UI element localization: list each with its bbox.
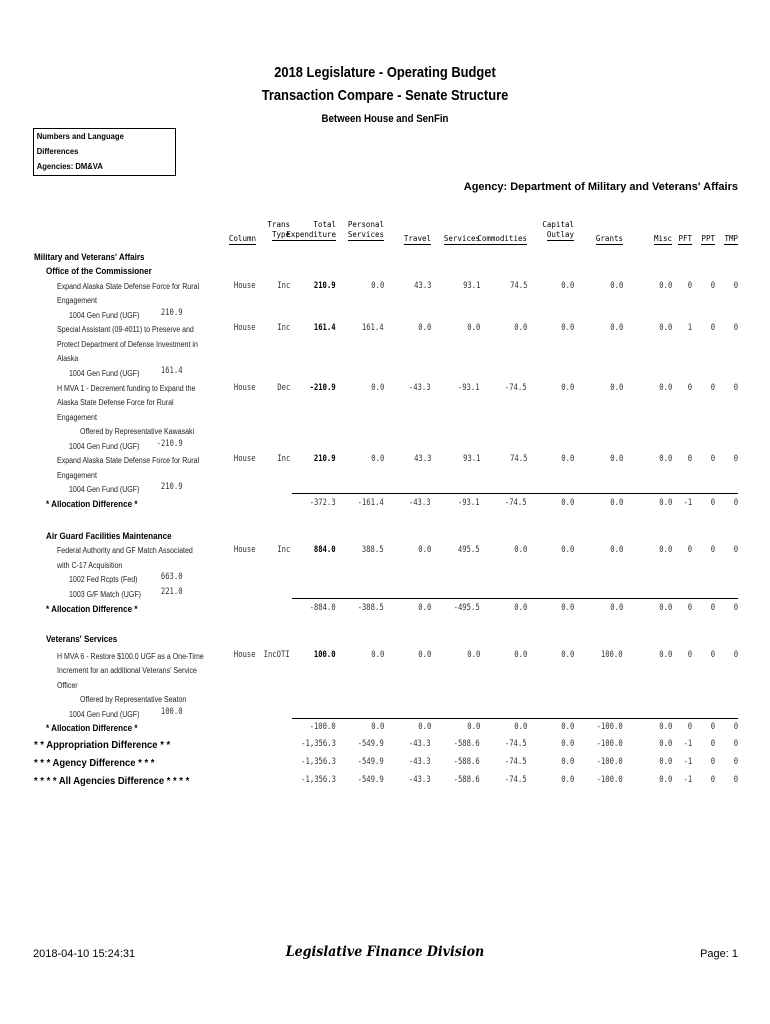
cell-tmp: 0 <box>733 757 738 767</box>
cell-commodities: -74.5 <box>505 775 527 785</box>
cell-misc: 0.0 <box>658 383 672 393</box>
transaction-desc: Expand Alaska State Defense Force for Rural <box>57 456 200 465</box>
cell-capital-outlay: 0.0 <box>560 454 574 464</box>
cell-grants: 0.0 <box>609 281 623 291</box>
cell-ppt: 0 <box>710 650 715 660</box>
cell-travel: 0.0 <box>417 603 431 613</box>
cell-commodities: 0.0 <box>513 603 527 613</box>
cell-misc: 0.0 <box>658 498 672 508</box>
cell-ppt: 0 <box>710 454 715 464</box>
cell-total-expenditure: 100.0 <box>314 650 336 660</box>
cell-commodities: -74.5 <box>505 498 527 508</box>
subtotal-rule <box>292 718 738 719</box>
trans-type-value: Dec <box>276 383 290 393</box>
cell-personal-services: 0.0 <box>370 722 384 732</box>
cell-services: -93.1 <box>458 498 480 508</box>
cell-tmp: 0 <box>733 650 738 660</box>
cell-commodities: -74.5 <box>505 757 527 767</box>
cell-total-expenditure: 210.9 <box>314 281 336 291</box>
cell-personal-services: 0.0 <box>370 383 384 393</box>
cell-commodities: -74.5 <box>505 739 527 749</box>
allocation-difference-label: * Allocation Difference * <box>46 604 138 614</box>
cell-travel: 0.0 <box>417 722 431 732</box>
cell-total-expenditure: -1,356.3 <box>301 775 336 785</box>
column-value: House <box>234 281 256 291</box>
cell-misc: 0.0 <box>658 545 672 555</box>
fund-source: 1002 Fed Rcpts (Fed) <box>69 575 138 584</box>
cell-pft: 0 <box>687 281 692 291</box>
fund-amount: 663.0 <box>161 572 183 582</box>
cell-services: -588.6 <box>453 757 480 767</box>
cell-tmp: 0 <box>733 545 738 555</box>
cell-capital-outlay: 0.0 <box>560 281 574 291</box>
cell-ppt: 0 <box>710 545 715 555</box>
cell-pft: -1 <box>683 498 692 508</box>
parameters-box <box>33 128 176 176</box>
cell-total-expenditure: -1,356.3 <box>301 757 336 767</box>
offered-by: Offered by Representative Kawasaki <box>80 427 195 436</box>
column-value: House <box>234 383 256 393</box>
cell-pft: 0 <box>687 603 692 613</box>
col-header-personal-services: Personal Services <box>347 220 384 239</box>
cell-grants: -100.0 <box>596 775 623 785</box>
cell-travel: 43.3 <box>413 454 431 464</box>
cell-travel: 43.3 <box>413 281 431 291</box>
cell-personal-services: -549.9 <box>357 739 384 749</box>
fund-amount: 210.9 <box>161 482 183 492</box>
box-line-2: Differences <box>36 146 79 156</box>
cell-services: 0.0 <box>466 323 480 333</box>
allocation-difference-label: * Allocation Difference * <box>46 499 138 509</box>
cell-personal-services: 161.4 <box>362 323 384 333</box>
cell-personal-services: 0.0 <box>370 454 384 464</box>
cell-ppt: 0 <box>710 498 715 508</box>
trans-type-value: Inc <box>276 454 290 464</box>
cell-total-expenditure: -884.0 <box>309 603 336 613</box>
division-signature: Legislative Finance Division <box>285 944 485 960</box>
fund-source: 1003 G/F Match (UGF) <box>69 590 141 599</box>
col-header-pft: PFT <box>678 234 692 243</box>
col-header-capital-outlay: Capital Outlay <box>542 220 574 239</box>
cell-ppt: 0 <box>710 603 715 613</box>
cell-travel: 0.0 <box>417 323 431 333</box>
cell-commodities: 0.0 <box>513 650 527 660</box>
report-title: 2018 Legislature - Operating Budget <box>274 64 496 81</box>
cell-tmp: 0 <box>733 281 738 291</box>
subtotal-rule <box>292 493 738 494</box>
cell-tmp: 0 <box>733 603 738 613</box>
column-value: House <box>234 323 256 333</box>
cell-services: 93.1 <box>462 281 480 291</box>
cell-services: -495.5 <box>453 603 480 613</box>
cell-commodities: 0.0 <box>513 722 527 732</box>
transaction-desc: Engagement <box>57 413 97 422</box>
cell-pft: 0 <box>687 454 692 464</box>
cell-grants: 0.0 <box>609 545 623 555</box>
cell-pft: -1 <box>683 757 692 767</box>
column-value: House <box>234 650 256 660</box>
col-header-column: Column <box>228 234 256 243</box>
fund-amount: 221.0 <box>161 587 183 597</box>
cell-tmp: 0 <box>733 323 738 333</box>
comparison-label: Between House and SenFin <box>321 113 449 125</box>
cell-services: 0.0 <box>466 722 480 732</box>
cell-capital-outlay: 0.0 <box>560 739 574 749</box>
cell-capital-outlay: 0.0 <box>560 603 574 613</box>
cell-misc: 0.0 <box>658 603 672 613</box>
cell-services: -93.1 <box>458 383 480 393</box>
cell-grants: 100.0 <box>601 650 623 660</box>
cell-tmp: 0 <box>733 498 738 508</box>
transaction-desc: Alaska State Defense Force for Rural <box>57 398 174 407</box>
cell-ppt: 0 <box>710 775 715 785</box>
cell-commodities: 74.5 <box>509 454 527 464</box>
offered-by: Offered by Representative Seaton <box>80 695 187 704</box>
cell-services: 0.0 <box>466 650 480 660</box>
cell-personal-services: 0.0 <box>370 281 384 291</box>
cell-misc: 0.0 <box>658 722 672 732</box>
cell-pft: 0 <box>687 722 692 732</box>
fund-amount: 100.0 <box>161 707 183 717</box>
transaction-desc: Engagement <box>57 471 97 480</box>
appropriation-difference-label: * * Appropriation Difference * * <box>34 739 171 751</box>
cell-grants: 0.0 <box>609 383 623 393</box>
transaction-desc: Protect Department of Defense Investment in <box>57 340 198 349</box>
box-line-3: Agencies: DM&VA <box>36 161 103 171</box>
report-subtitle: Transaction Compare - Senate Structure <box>261 87 509 104</box>
transaction-desc: Engagement <box>57 296 97 305</box>
cell-travel: -43.3 <box>409 739 431 749</box>
fund-amount: 210.9 <box>161 308 183 318</box>
fund-amount: -210.9 <box>156 439 183 449</box>
cell-misc: 0.0 <box>658 454 672 464</box>
cell-ppt: 0 <box>710 323 715 333</box>
cell-grants: 0.0 <box>609 323 623 333</box>
allocation-difference-label: * Allocation Difference * <box>46 723 138 733</box>
cell-commodities: -74.5 <box>505 383 527 393</box>
cell-grants: -100.0 <box>596 739 623 749</box>
transaction-desc: Special Assistant (09-#011) to Preserve and <box>57 325 194 334</box>
cell-commodities: 74.5 <box>509 281 527 291</box>
agency-name: Military and Veterans' Affairs <box>34 252 145 262</box>
cell-travel: -43.3 <box>409 757 431 767</box>
cell-personal-services: 0.0 <box>370 650 384 660</box>
agency-difference-label: * * * Agency Difference * * * <box>34 757 155 769</box>
col-header-misc: Misc <box>653 234 672 243</box>
page-number: Page: 1 <box>700 948 738 960</box>
cell-capital-outlay: 0.0 <box>560 323 574 333</box>
cell-total-expenditure: -372.3 <box>309 498 336 508</box>
cell-services: -588.6 <box>453 739 480 749</box>
cell-capital-outlay: 0.0 <box>560 545 574 555</box>
section-veterans: Veterans' Services <box>46 634 118 644</box>
cell-grants: -100.0 <box>596 722 623 732</box>
cell-misc: 0.0 <box>658 739 672 749</box>
section-commissioner: Office of the Commissioner <box>46 266 152 276</box>
cell-pft: -1 <box>683 739 692 749</box>
cell-grants: -100.0 <box>596 757 623 767</box>
transaction-desc: with C-17 Acquisition <box>57 561 123 570</box>
cell-travel: -43.3 <box>409 383 431 393</box>
cell-capital-outlay: 0.0 <box>560 383 574 393</box>
transaction-desc: Expand Alaska State Defense Force for Rural <box>57 282 200 291</box>
fund-source: 1004 Gen Fund (UGF) <box>69 485 140 494</box>
cell-capital-outlay: 0.0 <box>560 757 574 767</box>
cell-total-expenditure: 161.4 <box>314 323 336 333</box>
cell-travel: -43.3 <box>409 498 431 508</box>
col-header-tmp: TMP <box>724 234 738 243</box>
fund-source: 1004 Gen Fund (UGF) <box>69 311 140 320</box>
cell-capital-outlay: 0.0 <box>560 775 574 785</box>
cell-travel: -43.3 <box>409 775 431 785</box>
cell-grants: 0.0 <box>609 498 623 508</box>
all-agencies-difference-label: * * * * All Agencies Difference * * * * <box>34 775 190 787</box>
cell-pft: 0 <box>687 650 692 660</box>
cell-total-expenditure: 884.0 <box>314 545 336 555</box>
cell-personal-services: -388.5 <box>357 603 384 613</box>
cell-misc: 0.0 <box>658 775 672 785</box>
cell-tmp: 0 <box>733 383 738 393</box>
cell-pft: 0 <box>687 383 692 393</box>
cell-ppt: 0 <box>710 383 715 393</box>
transaction-desc: Alaska <box>57 354 79 363</box>
cell-services: -588.6 <box>453 775 480 785</box>
cell-travel: 0.0 <box>417 650 431 660</box>
cell-tmp: 0 <box>733 454 738 464</box>
cell-grants: 0.0 <box>609 603 623 613</box>
cell-ppt: 0 <box>710 757 715 767</box>
cell-pft: 1 <box>687 323 692 333</box>
cell-misc: 0.0 <box>658 281 672 291</box>
transaction-desc: H MVA 6 - Restore $100.0 UGF as a One-Time <box>57 652 204 661</box>
cell-capital-outlay: 0.0 <box>560 722 574 732</box>
cell-ppt: 0 <box>710 722 715 732</box>
report-timestamp: 2018-04-10 15:24:31 <box>33 948 136 960</box>
col-header-grants: Grants <box>595 234 623 243</box>
trans-type-value: IncOTI <box>263 650 290 660</box>
cell-misc: 0.0 <box>658 323 672 333</box>
cell-ppt: 0 <box>710 739 715 749</box>
section-air-guard: Air Guard Facilities Maintenance <box>46 531 172 541</box>
transaction-desc: Federal Authority and GF Match Associated <box>57 546 193 555</box>
trans-type-value: Inc <box>276 281 290 291</box>
cell-travel: 0.0 <box>417 545 431 555</box>
cell-personal-services: -161.4 <box>357 498 384 508</box>
trans-type-value: Inc <box>276 323 290 333</box>
cell-pft: 0 <box>687 545 692 555</box>
cell-tmp: 0 <box>733 775 738 785</box>
subtotal-rule <box>292 598 738 599</box>
cell-commodities: 0.0 <box>513 545 527 555</box>
col-header-travel: Travel <box>403 234 431 243</box>
cell-personal-services: -549.9 <box>357 775 384 785</box>
cell-total-expenditure: -210.9 <box>309 383 336 393</box>
cell-personal-services: -549.9 <box>357 757 384 767</box>
transaction-desc: H MVA 1 - Decrement funding to Expand the <box>57 384 196 393</box>
cell-grants: 0.0 <box>609 454 623 464</box>
fund-source: 1004 Gen Fund (UGF) <box>69 710 140 719</box>
cell-capital-outlay: 0.0 <box>560 498 574 508</box>
cell-total-expenditure: -1,356.3 <box>301 739 336 749</box>
fund-source: 1004 Gen Fund (UGF) <box>69 369 140 378</box>
transaction-desc: Increment for an additional Veterans' Service <box>57 666 197 675</box>
col-header-commodities: Commodities <box>477 234 527 243</box>
col-header-services: Services <box>443 234 480 243</box>
box-line-1: Numbers and Language <box>36 131 124 141</box>
cell-pft: -1 <box>683 775 692 785</box>
cell-commodities: 0.0 <box>513 323 527 333</box>
col-header-ppt: PPT <box>701 234 715 243</box>
agency-heading: Agency: Department of Military and Veterans' Affairs <box>463 181 738 193</box>
cell-tmp: 0 <box>733 739 738 749</box>
cell-total-expenditure: 210.9 <box>314 454 336 464</box>
col-header-trans-type: Trans Type <box>267 220 290 239</box>
transaction-desc: Officer <box>57 681 78 690</box>
trans-type-value: Inc <box>276 545 290 555</box>
cell-services: 93.1 <box>462 454 480 464</box>
cell-tmp: 0 <box>733 722 738 732</box>
cell-ppt: 0 <box>710 281 715 291</box>
cell-capital-outlay: 0.0 <box>560 650 574 660</box>
cell-misc: 0.0 <box>658 757 672 767</box>
cell-misc: 0.0 <box>658 650 672 660</box>
col-header-total-expenditure: Total Expenditure <box>286 220 336 239</box>
column-value: House <box>234 454 256 464</box>
cell-personal-services: 388.5 <box>362 545 384 555</box>
fund-source: 1004 Gen Fund (UGF) <box>69 442 140 451</box>
cell-total-expenditure: -100.0 <box>309 722 336 732</box>
column-value: House <box>234 545 256 555</box>
fund-amount: 161.4 <box>161 366 183 376</box>
cell-services: 495.5 <box>458 545 480 555</box>
